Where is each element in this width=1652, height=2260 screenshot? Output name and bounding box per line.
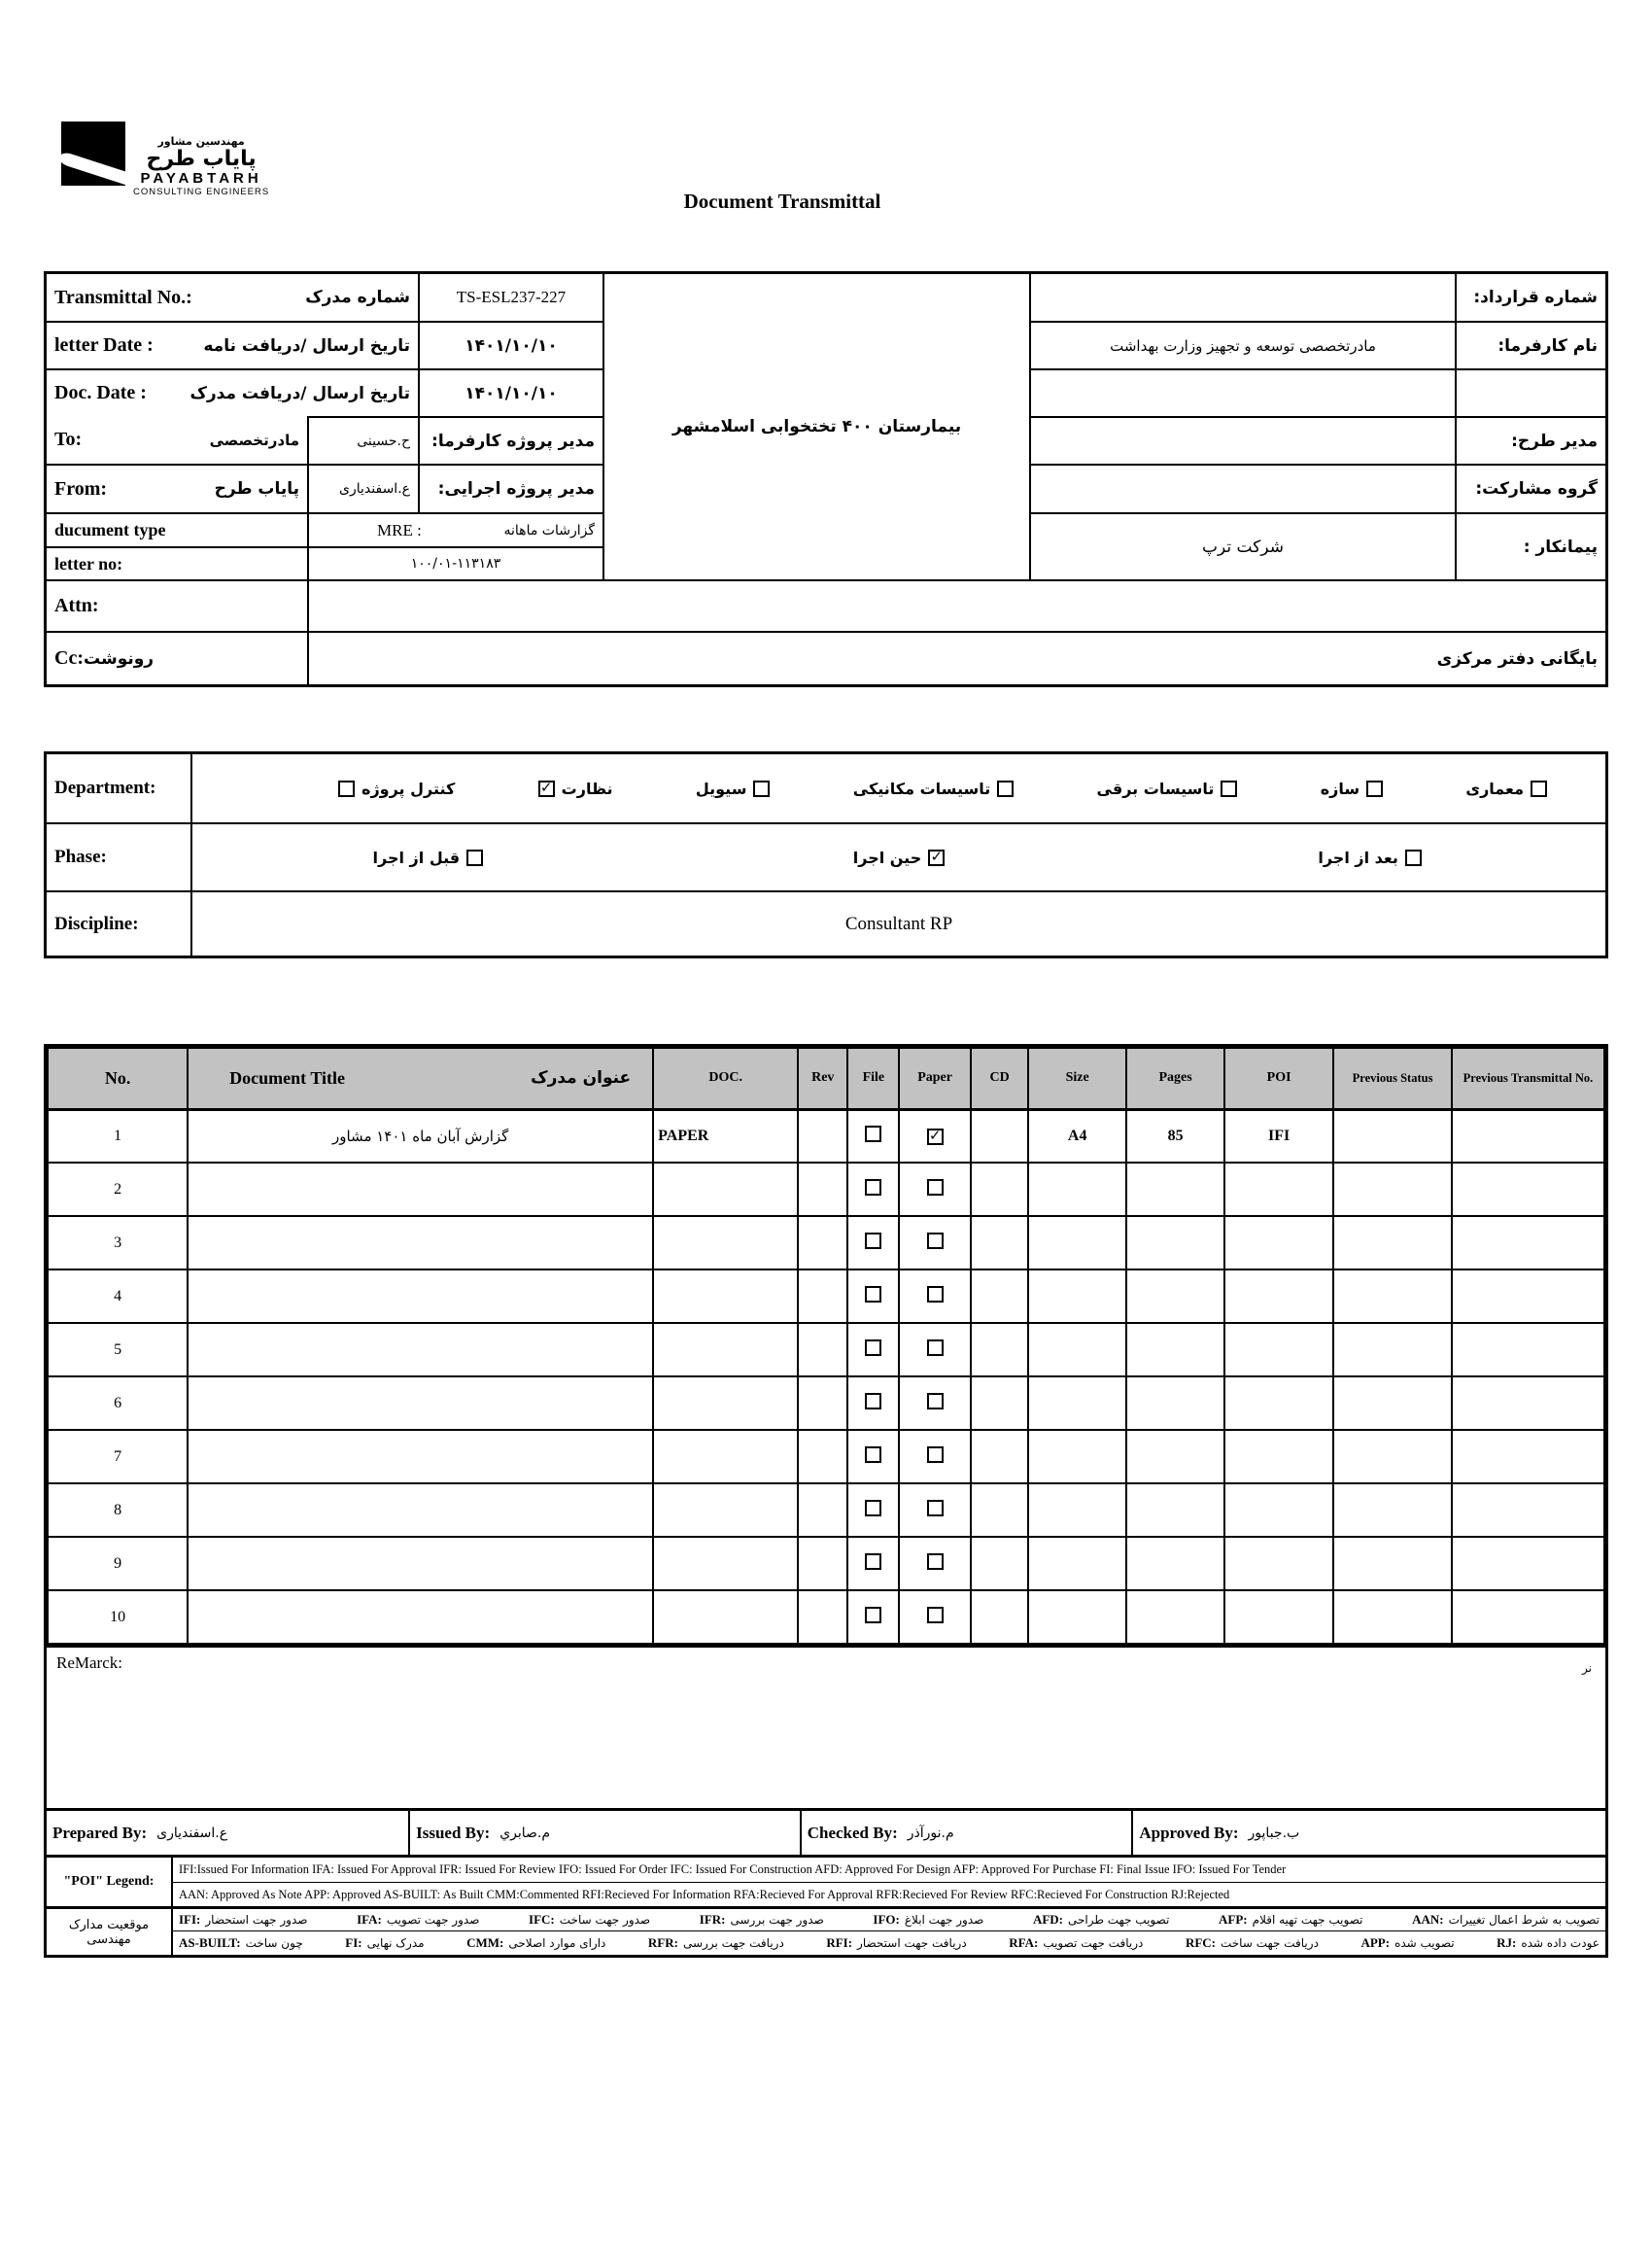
row-pages	[1126, 1269, 1224, 1323]
contractor-label: پیمانکار :	[1455, 512, 1605, 579]
paper-checkbox[interactable]	[927, 1553, 944, 1570]
client-row-empty	[1029, 368, 1455, 416]
table-row	[48, 1216, 1604, 1269]
row-prev-transmittal	[1452, 1163, 1604, 1216]
before-execution-checkbox[interactable]	[466, 850, 483, 866]
mechanical-checkbox[interactable]	[997, 781, 1014, 797]
department-item-civil: سیویل	[696, 780, 771, 798]
poi-legend-en-2: AAN: Approved As Note APP: Approved AS-BUILT: As Built CMM:Commented RFI:Recieved For Information RFA:Recieved For Approval RFR:Recieved For Review RFC:Recieved For Construction RJ:Rejected	[171, 1882, 1605, 1906]
paper-checkbox[interactable]	[927, 1339, 944, 1356]
col-cd: CD	[971, 1048, 1028, 1109]
col-size: Size	[1028, 1048, 1126, 1109]
row-doc	[653, 1483, 798, 1537]
row-rev	[798, 1109, 847, 1163]
project-manager-label: مدیر طرح:	[1455, 416, 1605, 464]
architecture-checkbox[interactable]	[1531, 781, 1547, 797]
issued-by-cell: Issued By: م.صابري	[408, 1811, 800, 1855]
transmittal-no-label	[47, 274, 418, 321]
from-role-label: مدیر پروژه اجرایی:	[418, 464, 602, 512]
row-poi	[1224, 1537, 1333, 1590]
row-prev-transmittal	[1452, 1216, 1604, 1269]
remark-section	[47, 1645, 1605, 1808]
row-title	[188, 1216, 653, 1269]
to-label: To:	[54, 429, 83, 450]
row-cd	[971, 1109, 1028, 1163]
letter-date-value: ۱۴۰۱/۱۰/۱۰	[418, 321, 602, 368]
row-no: 6	[48, 1376, 188, 1430]
to-person: ح.حسینی	[307, 416, 418, 464]
doc-date-label: Doc. Date : تاریخ ارسال /دریافت مدرک	[47, 368, 418, 416]
paper-checkbox[interactable]	[927, 1607, 944, 1623]
structure-checkbox[interactable]	[1366, 781, 1383, 797]
legend-item: RFR: دریافت جهت بررسی	[647, 1935, 784, 1950]
row-poi	[1224, 1376, 1333, 1430]
paper-checkbox[interactable]	[927, 1129, 944, 1145]
department-item-electrical: تاسیسات برقی	[1097, 780, 1238, 798]
row-prev-status	[1333, 1269, 1452, 1323]
row-pages	[1126, 1483, 1224, 1537]
brand-subtitle-en: CONSULTING ENGINEERS	[133, 187, 270, 198]
legend-item: RJ: عودت داده شده	[1497, 1935, 1600, 1950]
row-cd	[971, 1216, 1028, 1269]
department-item-supervision: ✓ نظارت	[538, 780, 613, 798]
legend-item: IFI: صدور جهت استحضار	[179, 1912, 308, 1927]
row-title	[188, 1323, 653, 1376]
row-no: 3	[48, 1216, 188, 1269]
row-cd	[971, 1269, 1028, 1323]
paper-checkbox[interactable]	[927, 1179, 944, 1196]
paper-checkbox[interactable]	[927, 1393, 944, 1409]
col-poi: POI	[1224, 1048, 1333, 1109]
row-poi	[1224, 1323, 1333, 1376]
poi-legend-fa-1	[171, 1906, 1605, 1930]
classification-table	[44, 751, 1608, 958]
poi-legend-en-1: IFI:Issued For Information IFA: Issued For Approval IFR: Issued For Review IFO: Issued For Order IFC: Issued For Construction AFD: Approved For Design AFP: Approved For Purchase FI: Final Issue IFO: Issued For Tender	[171, 1858, 1605, 1882]
row-no: 4	[48, 1269, 188, 1323]
row-rev	[798, 1430, 847, 1483]
row-size	[1028, 1163, 1126, 1216]
prepared-by-name: ع.اسفندیاری	[156, 1825, 228, 1841]
letter-date-label: letter Date : تاریخ ارسال /دریافت نامه	[47, 321, 418, 368]
doc-date-value: ۱۴۰۱/۱۰/۱۰	[418, 368, 602, 416]
row-prev-transmittal	[1452, 1537, 1604, 1590]
row-prev-status	[1333, 1109, 1452, 1163]
table-row	[48, 1323, 1604, 1376]
brand-tagline-fa: مهندسین مشاور	[157, 135, 245, 148]
row-rev	[798, 1269, 847, 1323]
during-execution-checkbox[interactable]	[928, 850, 945, 866]
row-no: 2	[48, 1163, 188, 1216]
row-doc	[653, 1269, 798, 1323]
row-pages	[1126, 1590, 1224, 1644]
row-no: 10	[48, 1590, 188, 1644]
col-rev: Rev	[798, 1048, 847, 1109]
row-prev-status	[1333, 1483, 1452, 1537]
row-size	[1028, 1430, 1126, 1483]
from-person: ع.اسفندیاری	[307, 464, 418, 512]
from-value: پایاب طرح	[214, 479, 299, 499]
legend-item: AFD: تصویب جهت طراحی	[1032, 1912, 1170, 1927]
row-rev	[798, 1483, 847, 1537]
to-role-label: مدیر پروژه کارفرما:	[418, 416, 602, 464]
transmittal-no-label-fa: شماره مدرک	[305, 288, 410, 307]
row-doc	[653, 1216, 798, 1269]
row-prev-transmittal	[1452, 1590, 1604, 1644]
row-doc	[653, 1537, 798, 1590]
row-prev-status	[1333, 1216, 1452, 1269]
file-checkbox[interactable]	[865, 1286, 881, 1303]
row-cd	[971, 1430, 1028, 1483]
legend-item: IFO: صدور جهت ابلاغ	[873, 1912, 984, 1927]
checked-by-name: م.نورآذر	[907, 1825, 954, 1841]
civil-checkbox[interactable]	[753, 781, 770, 797]
row-poi	[1224, 1216, 1333, 1269]
to-value: مادرتخصصی	[209, 431, 299, 449]
document-table-block	[44, 1044, 1608, 1958]
file-checkbox[interactable]	[865, 1393, 881, 1409]
col-prev-transmittal: Previous Transmittal No.	[1452, 1048, 1604, 1109]
legend-item: RFI: دریافت جهت استحضار	[826, 1935, 967, 1950]
row-title: گزارش آبان ماه ۱۴۰۱ مشاور	[188, 1109, 653, 1163]
row-doc	[653, 1430, 798, 1483]
row-prev-transmittal	[1452, 1430, 1604, 1483]
row-poi	[1224, 1430, 1333, 1483]
legend-item: IFC: صدور جهت ساخت	[529, 1912, 651, 1927]
client-name-value: مادرتخصصی توسعه و تجهیز وزارت بهداشت	[1029, 321, 1455, 368]
project-control-checkbox[interactable]	[338, 781, 355, 797]
brand-name-en: PAYABTARH	[140, 170, 262, 188]
col-prev-status: Previous Status	[1333, 1048, 1452, 1109]
signature-row	[47, 1808, 1605, 1855]
row-title	[188, 1483, 653, 1537]
row-title	[188, 1537, 653, 1590]
row-prev-transmittal	[1452, 1323, 1604, 1376]
row-pages: 85	[1126, 1109, 1224, 1163]
row-poi	[1224, 1163, 1333, 1216]
row-no: 1	[48, 1109, 188, 1163]
row-title	[188, 1163, 653, 1216]
row-prev-status	[1333, 1537, 1452, 1590]
row-rev	[798, 1216, 847, 1269]
doc-type-fa: گزارشات ماهانه	[503, 522, 595, 539]
row-size	[1028, 1216, 1126, 1269]
approved-by-name: ب.جباپور	[1248, 1825, 1300, 1841]
transmittal-no-label-en: Transmittal No.:	[54, 286, 192, 308]
row-rev	[798, 1376, 847, 1430]
table-row	[48, 1590, 1604, 1644]
department-item-mechanical: تاسیسات مکانیکی	[853, 780, 1014, 798]
row-no: 7	[48, 1430, 188, 1483]
legend-item: RFC: دریافت جهت ساخت	[1185, 1935, 1319, 1950]
doc-type-code: MRE :	[377, 520, 422, 539]
phase-options	[190, 822, 1605, 890]
doc-type-label: ducument type	[47, 512, 307, 546]
transmittal-info-table	[44, 271, 1608, 687]
row-size	[1028, 1323, 1126, 1376]
row-doc	[653, 1376, 798, 1430]
logo-mark-icon	[61, 122, 125, 186]
row-prev-transmittal	[1452, 1269, 1604, 1323]
file-checkbox[interactable]	[865, 1553, 881, 1570]
cc-value: بایگانی دفتر مرکزی	[307, 631, 1605, 684]
row-title	[188, 1269, 653, 1323]
client-name-label: نام کارفرما:	[1455, 321, 1605, 368]
col-title-fa: عنوان مدرک	[531, 1068, 632, 1089]
file-checkbox[interactable]	[865, 1126, 881, 1142]
row-prev-status	[1333, 1376, 1452, 1430]
col-no: No.	[48, 1048, 188, 1109]
poi-legend	[47, 1855, 1605, 1955]
col-file: File	[847, 1048, 899, 1109]
paper-checkbox[interactable]	[927, 1233, 944, 1249]
row-rev	[798, 1163, 847, 1216]
row-poi: IFI	[1224, 1109, 1333, 1163]
row-prev-status	[1333, 1323, 1452, 1376]
remark-label: ReMarck:	[56, 1653, 122, 1672]
discipline-value: Consultant RP	[190, 890, 1605, 956]
row-prev-status	[1333, 1430, 1452, 1483]
row-title	[188, 1376, 653, 1430]
table-row	[48, 1537, 1604, 1590]
table-row	[48, 1109, 1604, 1163]
row-cd	[971, 1376, 1028, 1430]
row-size: A4	[1028, 1109, 1126, 1163]
row-size	[1028, 1590, 1126, 1644]
electrical-checkbox[interactable]	[1221, 781, 1237, 797]
row-poi	[1224, 1590, 1333, 1644]
file-checkbox[interactable]	[865, 1500, 881, 1516]
row-doc	[653, 1590, 798, 1644]
row-no: 5	[48, 1323, 188, 1376]
client-row-empty-label	[1455, 368, 1605, 416]
row-rev	[798, 1323, 847, 1376]
legend-item: AFP: تصویب جهت تهیه اقلام	[1219, 1912, 1363, 1927]
row-size	[1028, 1376, 1126, 1430]
file-checkbox[interactable]	[865, 1339, 881, 1356]
row-size	[1028, 1483, 1126, 1537]
phase-label: Phase:	[47, 822, 190, 890]
to-cell	[47, 416, 307, 464]
phase-item-after: بعد از اجرا	[1318, 849, 1422, 867]
row-title	[188, 1430, 653, 1483]
row-rev	[798, 1537, 847, 1590]
col-title: Document Title عنوان مدرک	[188, 1048, 653, 1109]
row-pages	[1126, 1430, 1224, 1483]
legend-item: IFR: صدور جهت بررسی	[699, 1912, 824, 1927]
partnership-group-label: گروه مشارکت:	[1455, 464, 1605, 512]
project-manager-value	[1029, 416, 1455, 464]
table-row	[48, 1163, 1604, 1216]
letter-no-value: ۱۰۰/۰۱-۱۱۳۱۸۳	[307, 546, 602, 579]
row-rev	[798, 1590, 847, 1644]
row-prev-transmittal	[1452, 1376, 1604, 1430]
legend-item: RFA: دریافت جهت تصویب	[1009, 1935, 1144, 1950]
file-checkbox[interactable]	[865, 1446, 881, 1463]
fa-legend-label: موقعیت مدارک مهندسی	[47, 1906, 171, 1955]
company-logo	[61, 122, 269, 197]
transmittal-no-value: TS-ESL237-227	[418, 274, 602, 321]
row-cd	[971, 1323, 1028, 1376]
row-prev-status	[1333, 1590, 1452, 1644]
cc-label-fa: رونوشت	[83, 648, 155, 669]
from-label: From:	[54, 477, 108, 500]
row-no: 8	[48, 1483, 188, 1537]
department-options	[190, 754, 1605, 822]
col-pages: Pages	[1126, 1048, 1224, 1109]
row-prev-transmittal	[1452, 1109, 1604, 1163]
row-prev-transmittal	[1452, 1483, 1604, 1537]
brand-name-fa: پایاب طرح	[146, 147, 257, 171]
table-row	[48, 1269, 1604, 1323]
checked-by-cell: Checked By: م.نورآذر	[800, 1811, 1132, 1855]
legend-item: AAN: تصویب به شرط اعمال تغییرات	[1412, 1912, 1600, 1927]
row-doc	[653, 1323, 798, 1376]
row-cd	[971, 1163, 1028, 1216]
file-checkbox[interactable]	[865, 1607, 881, 1623]
after-execution-checkbox[interactable]	[1405, 850, 1422, 866]
row-size	[1028, 1537, 1126, 1590]
issued-by-name: م.صابري	[499, 1825, 551, 1841]
page-header	[44, 122, 1608, 219]
department-item-architecture: معماری	[1465, 780, 1547, 798]
table-row	[48, 1376, 1604, 1430]
supervision-checkbox[interactable]	[538, 781, 555, 797]
poi-legend-label: "POI" Legend:	[63, 1874, 155, 1889]
legend-item: IFA: صدور جهت تصویب	[357, 1912, 480, 1927]
row-prev-status	[1333, 1163, 1452, 1216]
paper-checkbox[interactable]	[927, 1500, 944, 1516]
doc-type-value	[307, 512, 602, 546]
legend-item: FI: مدرک نهایی	[345, 1935, 425, 1950]
contract-no-label: شماره قرارداد:	[1455, 274, 1605, 321]
row-cd	[971, 1483, 1028, 1537]
project-name-cell	[602, 274, 1029, 579]
row-title	[188, 1590, 653, 1644]
legend-item: AS-BUILT: چون ساخت	[179, 1935, 303, 1950]
project-name: بیمارستان ۴۰۰ تختخوابی اسلامشهر	[671, 417, 962, 436]
phase-item-before: قبل از اجرا	[373, 849, 484, 867]
contractor-value: شرکت ترپ	[1029, 512, 1455, 579]
cc-label: Cc: رونوشت	[47, 631, 307, 684]
file-checkbox[interactable]	[865, 1233, 881, 1249]
row-pages	[1126, 1216, 1224, 1269]
paper-checkbox[interactable]	[927, 1286, 944, 1303]
department-item-project-control: کنترل پروژه	[338, 780, 455, 798]
attn-label: Attn:	[47, 579, 307, 631]
table-header-row	[48, 1048, 1604, 1109]
row-doc: PAPER	[653, 1109, 798, 1163]
approved-by-cell: Approved By: ب.جباپور	[1131, 1811, 1605, 1855]
phase-item-during: حین اجرا ✓	[853, 849, 945, 867]
poi-legend-fa-2	[171, 1930, 1605, 1955]
row-pages	[1126, 1323, 1224, 1376]
prepared-by-cell: Prepared By: ع.اسفندیاری	[52, 1823, 228, 1842]
page-title: Document Transmittal	[683, 190, 881, 213]
row-cd	[971, 1590, 1028, 1644]
letter-no-label: letter no:	[47, 546, 307, 579]
attn-value	[307, 579, 1605, 631]
remark-note: نر	[1582, 1661, 1592, 1675]
row-no: 9	[48, 1537, 188, 1590]
col-paper: Paper	[899, 1048, 971, 1109]
contract-no-value	[1029, 274, 1455, 321]
row-poi	[1224, 1269, 1333, 1323]
col-doc: DOC.	[653, 1048, 798, 1109]
file-checkbox[interactable]	[865, 1179, 881, 1196]
logo-swoosh-icon	[57, 151, 141, 189]
row-doc	[653, 1163, 798, 1216]
row-size	[1028, 1269, 1126, 1323]
paper-checkbox[interactable]	[927, 1446, 944, 1463]
row-pages	[1126, 1163, 1224, 1216]
department-item-structure: سازه	[1321, 780, 1383, 798]
partnership-group-value	[1029, 464, 1455, 512]
legend-item: CMM: دارای موارد اصلاحی	[466, 1935, 606, 1950]
row-poi	[1224, 1483, 1333, 1537]
document-table	[47, 1047, 1605, 1645]
table-row	[48, 1483, 1604, 1537]
row-pages	[1126, 1537, 1224, 1590]
row-cd	[971, 1537, 1028, 1590]
legend-item: APP: تصویب شده	[1360, 1935, 1455, 1950]
from-cell	[47, 464, 307, 512]
table-row	[48, 1430, 1604, 1483]
department-label: Department:	[54, 778, 156, 798]
discipline-label: Discipline:	[47, 890, 190, 956]
row-pages	[1126, 1376, 1224, 1430]
